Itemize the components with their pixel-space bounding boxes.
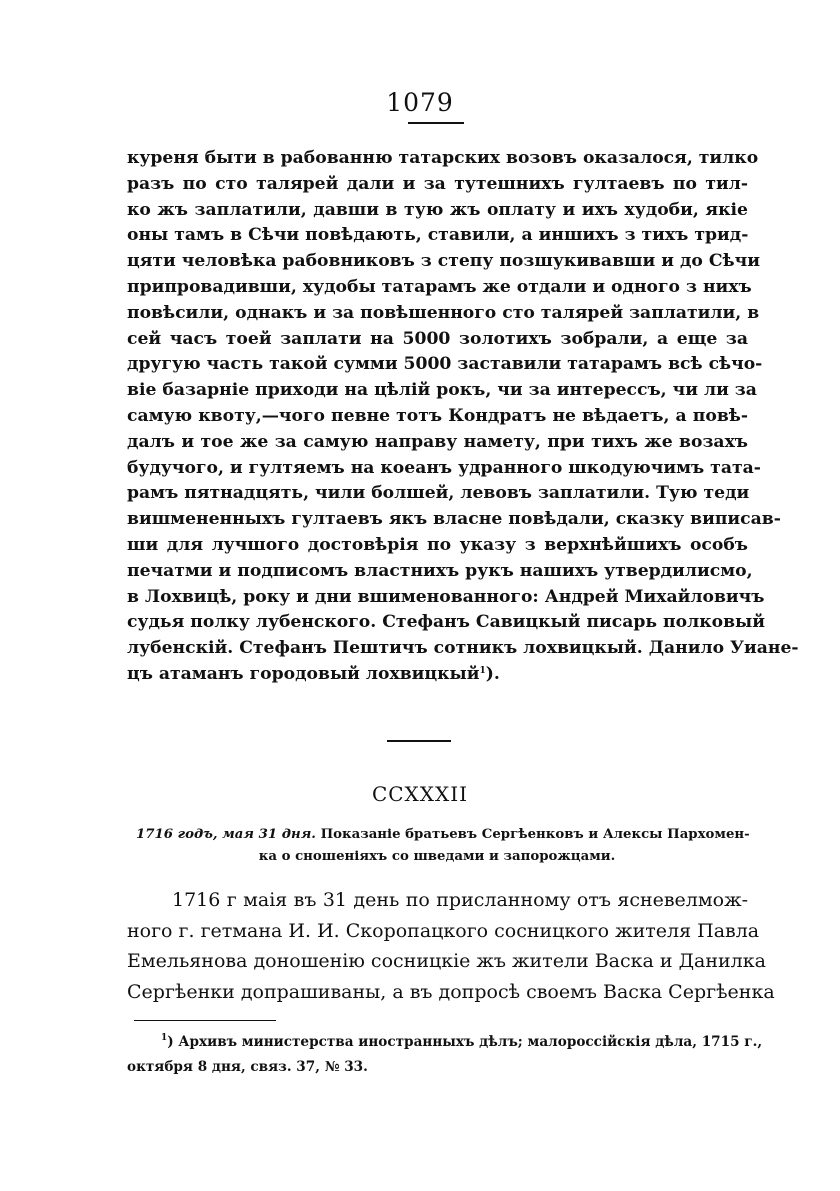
- text-line: разъ по сто талярей дали и за тутешнихъ гултаевъ по тил-: [127, 173, 748, 194]
- heading-title-part2: ка о сношеніяхъ со шведами и запорожцами.: [258, 849, 616, 864]
- footnote-reference[interactable]: 1: [479, 665, 486, 676]
- heading-date: 1716 годъ, мая 31 дня.: [136, 827, 316, 842]
- text-line: судья полку лубенского. Стефанъ Савицкый писарь полковый: [127, 612, 766, 633]
- text-line: оны тамъ в Сѣчи повѣдають, ставили, а иншихъ з тихъ трид-: [127, 225, 749, 246]
- text-line: вишмененныхъ гултаевъ якъ власне повѣдали, сказку виписав-: [127, 509, 781, 530]
- last-line-end: ).: [485, 663, 500, 684]
- last-line-text: цъ атаманъ городовый лохвицкый: [127, 663, 480, 684]
- document-line: Емельянова доношенію сосницкіе жъ жители Васка и Данилка: [127, 950, 766, 972]
- document-line: Сергѣенки допрашиваны, а въ допросѣ своемъ Васка Сергѣенка: [127, 980, 775, 1003]
- text-line: другую часть такой сумми 5000 заставили татарамъ всѣ сѣчо-: [127, 354, 763, 375]
- text-line: віе базарніе приходи на цѣлій рокъ, чи за интерессъ, чи ли за: [127, 380, 757, 401]
- footnote-marker: 1: [161, 1033, 168, 1043]
- footnote-line-1: [127, 1030, 763, 1055]
- document-line: ного г. гетмана И. И. Скоропацкого сосницкого жителя Павла: [127, 919, 760, 942]
- text-line: в Лохвицѣ, року и дни вшименованного: Андрей Михайловичъ: [127, 586, 765, 607]
- document-heading: [136, 824, 750, 868]
- page-number-rule: [408, 122, 464, 124]
- footnote-divider: [134, 1020, 276, 1021]
- document-text-block: [127, 885, 775, 1007]
- text-line: лубенскій. Стефанъ Пештичъ сотникъ лохвицкый. Данило Уианe-: [127, 638, 799, 659]
- text-line-last: [127, 662, 748, 688]
- footnote: [127, 1030, 763, 1080]
- text-line: рамъ пятнадцять, чили болшей, левовъ заплатили. Тую теди: [127, 483, 750, 504]
- text-line: будучого, и гултяемъ на коеанъ удранного шкодуючимъ тата-: [127, 457, 761, 478]
- text-line: цяти человѣка рабовниковъ з степу позшукивавши и до Сѣчи: [127, 251, 760, 272]
- document-line: 1716 г маія въ 31 день по присланному отъ ясневелмож-: [172, 889, 748, 911]
- text-line: припровадивши, худобы татарамъ же отдали и одного з нихъ: [127, 276, 752, 297]
- text-line: далъ и тое же за самую направу намету, при тихъ же возахъ: [127, 431, 748, 452]
- text-line: куреня быти в рабованню татарских возовъ оказалося, тилко: [127, 148, 759, 168]
- text-line: самую квоту,—чого певне тотъ Кондратъ не вѣдаетъ, а повѣ-: [127, 405, 748, 426]
- text-line: ши для лучшого достовѣрія по указу з верхнѣйшихъ особъ: [127, 534, 748, 555]
- footnote-line-2: октября 8 дня, связ. 37, № 33.: [127, 1059, 368, 1075]
- text-line: повѣсили, однакъ и за повѣшенного сто талярей заплатили, в: [127, 302, 760, 323]
- text-line: ко жъ заплатили, давши в тую жъ оплату и ихъ худоби, якіе: [127, 199, 748, 220]
- text-line: сей часъ тоей заплати на 5000 золотихъ зобрали, а еще за: [127, 328, 748, 349]
- footnote-text-1: ) Архивъ министерства иностранныхъ дѣлъ; малороссійскія дѣла, 1715 г.,: [167, 1034, 763, 1050]
- heading-title-part1: Показаніе братьевъ Сергѣенковъ и Алексы Пархомен-: [320, 827, 750, 842]
- text-line: печатми и подписомъ властнихъ рукъ нашихъ утвердилисмо,: [127, 560, 753, 581]
- section-number: CCXXXII: [371, 782, 469, 806]
- page-number: 1079: [386, 88, 454, 117]
- main-text-block: [127, 146, 799, 688]
- section-divider: [387, 740, 451, 742]
- heading-line-1: [136, 824, 750, 846]
